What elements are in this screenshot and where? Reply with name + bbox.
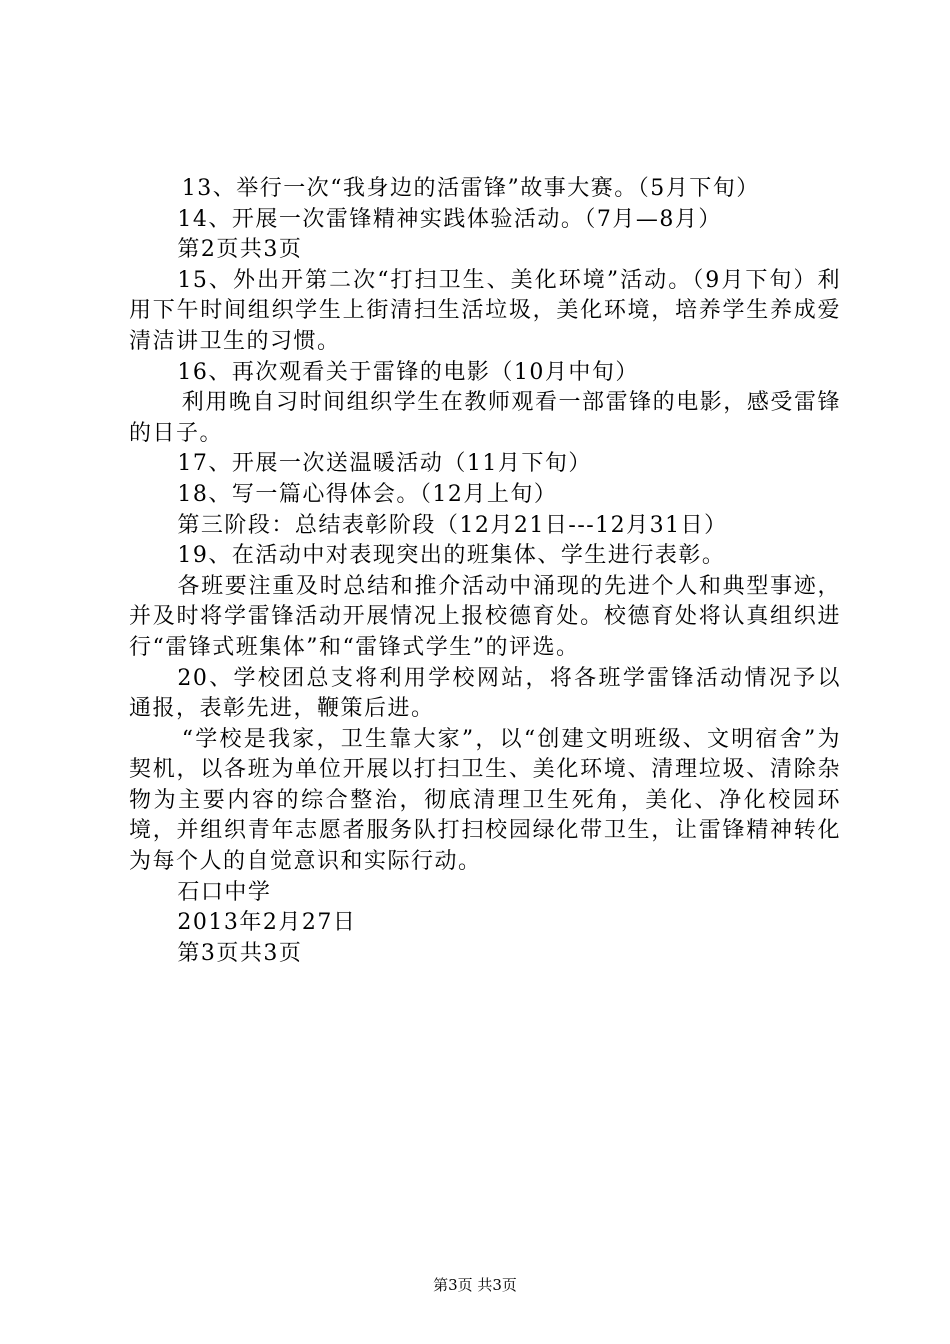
page-marker-2: 第2页共3页 (177, 237, 303, 263)
page-footer: 第3页 共3页 (433, 1276, 517, 1294)
page-marker-3: 第3页共3页 (177, 940, 303, 966)
paragraph-item-18: 18、写一篇心得体会。（12月上旬） (177, 481, 558, 507)
document-body (129, 174, 841, 969)
paragraph-item-14: 14、开展一次雷锋精神实践体验活动。（7月—8月） (177, 206, 722, 232)
paragraph-school-home: “学校是我家，卫生靠大家”，以“创建文明班级、文明宿舍”为契机，以各班为单位开展以打扫卫生、美化环境、清理垃圾、清除杂物为主要内容的综合整治，彻底清理卫生死角，美化、净化校园环境，并组织青年志愿者服务队打扫校园绿化带卫生，让雷锋精神转化为每个人的自觉意识和实际行动。 (129, 726, 841, 875)
paragraph-movie-detail: 利用晚自习时间组织学生在教师观看一部雷锋的电影，感受雷锋的日子。 (129, 390, 841, 446)
paragraph-stage-three: 第三阶段：总结表彰阶段（12月21日---12月31日） (177, 512, 728, 538)
paragraph-item-19: 19、在活动中对表现突出的班集体、学生进行表彰。 (177, 543, 726, 569)
paragraph-item-20: 20、学校团总支将利用学校网站，将各班学雷锋活动情况予以通报，表彰先进，鞭策后进。 (129, 665, 841, 722)
paragraph-class-summary: 各班要注重及时总结和推介活动中涌现的先进个人和典型事迹，并及时将学雷锋活动开展情况上报校德育处。校德育处将认真组织进行“雷锋式班集体”和“雷锋式学生”的评选。 (129, 573, 841, 660)
paragraph-item-17: 17、开展一次送温暖活动（11月下旬） (177, 451, 592, 477)
signature-date: 2013年2月27日 (177, 910, 357, 936)
paragraph-item-16: 16、再次观看关于雷锋的电影（10月中旬） (177, 359, 639, 385)
signature-school-name: 石口中学 (177, 879, 272, 905)
paragraph-item-13: 13、举行一次“我身边的活雷锋”故事大赛。（5月下旬） (181, 176, 760, 201)
paragraph-item-15: 15、外出开第二次“打扫卫生、美化环境”活动。（9月下旬）利用下午时间组织学生上街清扫生活垃圾，美化环境，培养学生养成爱清洁讲卫生的习惯。 (129, 267, 841, 354)
